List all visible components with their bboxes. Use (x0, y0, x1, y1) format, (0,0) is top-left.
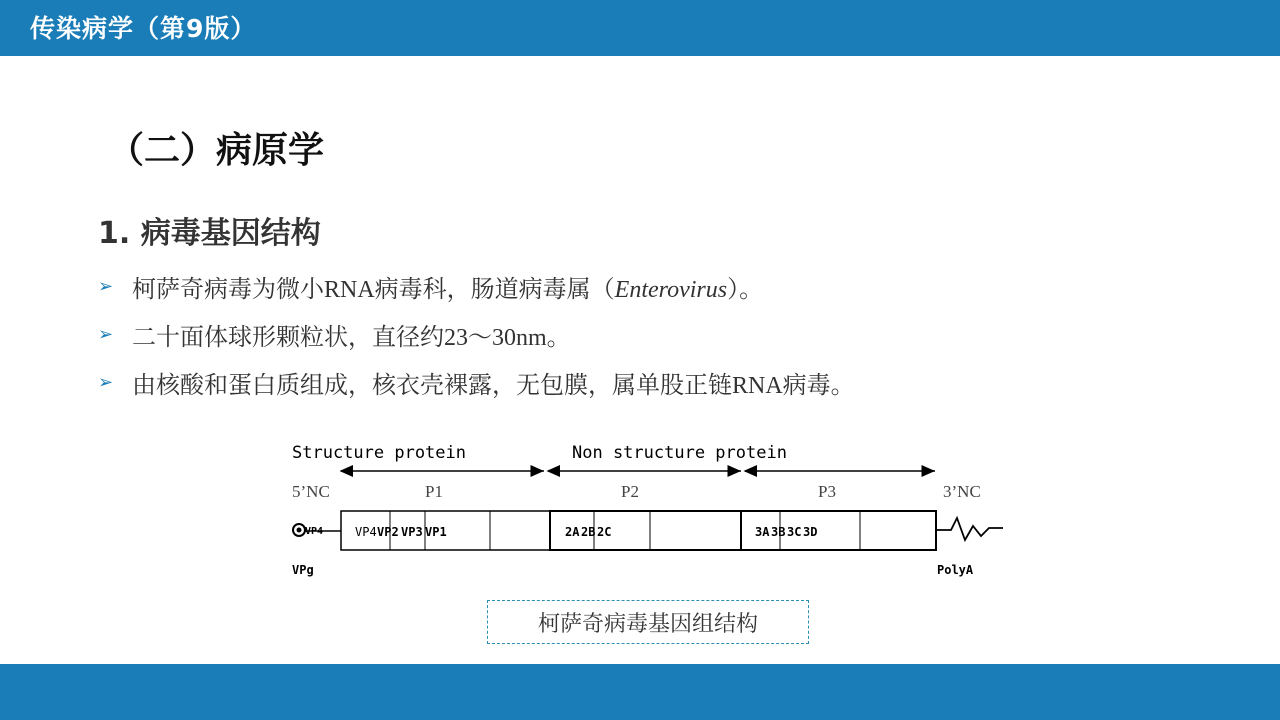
arrow-bullet-icon: ➢ (98, 371, 114, 393)
bullet-1-latin: RNA (324, 276, 375, 303)
subsection-title: 1. 病毒基因结构 (98, 216, 321, 251)
arrow-bullet-icon: ➢ (98, 323, 114, 345)
bullet-3-pre: 由核酸和蛋白质组成，核衣壳裸露，无包膜，属单股正链 (132, 370, 732, 399)
bullet-text-1 (132, 269, 763, 304)
vp3-label: VP3 (401, 525, 423, 539)
section-title: （二）病原学 (108, 130, 325, 171)
p3-label: P3 (818, 482, 836, 501)
bullet-1-pre: 柯萨奇病毒为微小 (132, 274, 324, 303)
structure-protein-label: Structure protein (292, 443, 466, 463)
bullet-3-post: 病毒。 (782, 370, 855, 399)
bullet-item-2 (98, 310, 855, 358)
vp2-label: VP2 (377, 525, 399, 539)
bullet-text-2 (132, 317, 571, 352)
vp4-label: VP4 (355, 525, 377, 539)
non-structure-protein-label: Non structure protein (572, 443, 787, 463)
bullet-item-3 (98, 358, 855, 406)
polya-label: PolyA (937, 563, 974, 577)
vpg-dot-icon (297, 528, 302, 533)
bullet-2-post: 。 (546, 322, 571, 351)
bullet-3-latin: RNA (732, 372, 783, 399)
2b-label: 2B (581, 525, 596, 539)
p2-label: P2 (621, 482, 639, 501)
3c-label: 3C (787, 525, 802, 539)
vp1-label: VP1 (425, 525, 447, 539)
p1-label: P1 (425, 482, 443, 501)
bullet-text-3 (132, 365, 855, 400)
arrow-bullet-icon: ➢ (98, 275, 114, 297)
3b-label: 3B (771, 525, 786, 539)
bullet-1-post: ）。 (727, 274, 764, 303)
footer-bar (0, 664, 1280, 720)
bullet-2-pre: 二十面体球形颗粒状，直径约 (132, 322, 444, 351)
genome-diagram (285, 438, 1015, 588)
bullet-1-italic: Enterovirus (614, 276, 728, 303)
five-nc-label: 5’NC (292, 482, 330, 501)
3d-label: 3D (803, 525, 818, 539)
header-bar (0, 0, 1280, 56)
header-title: 传染病学（第9版） (30, 14, 257, 43)
bullet-2-latin: 23～30nm (444, 324, 547, 351)
bullet-list (98, 262, 855, 406)
figure-caption: 柯萨奇病毒基因组结构 (487, 600, 809, 644)
vp4-left-label: VP4 (305, 526, 324, 537)
three-nc-label: 3’NC (943, 482, 981, 501)
vpg-label: VPg (292, 563, 314, 577)
bullet-1-mid: 病毒科，肠道病毒属（ (374, 274, 615, 303)
2c-label: 2C (597, 525, 612, 539)
bullet-item-1 (98, 262, 855, 310)
polya-tail (936, 518, 1003, 540)
3a-label: 3A (755, 525, 770, 539)
2a-label: 2A (565, 525, 580, 539)
genome-diagram-svg (285, 438, 1015, 588)
